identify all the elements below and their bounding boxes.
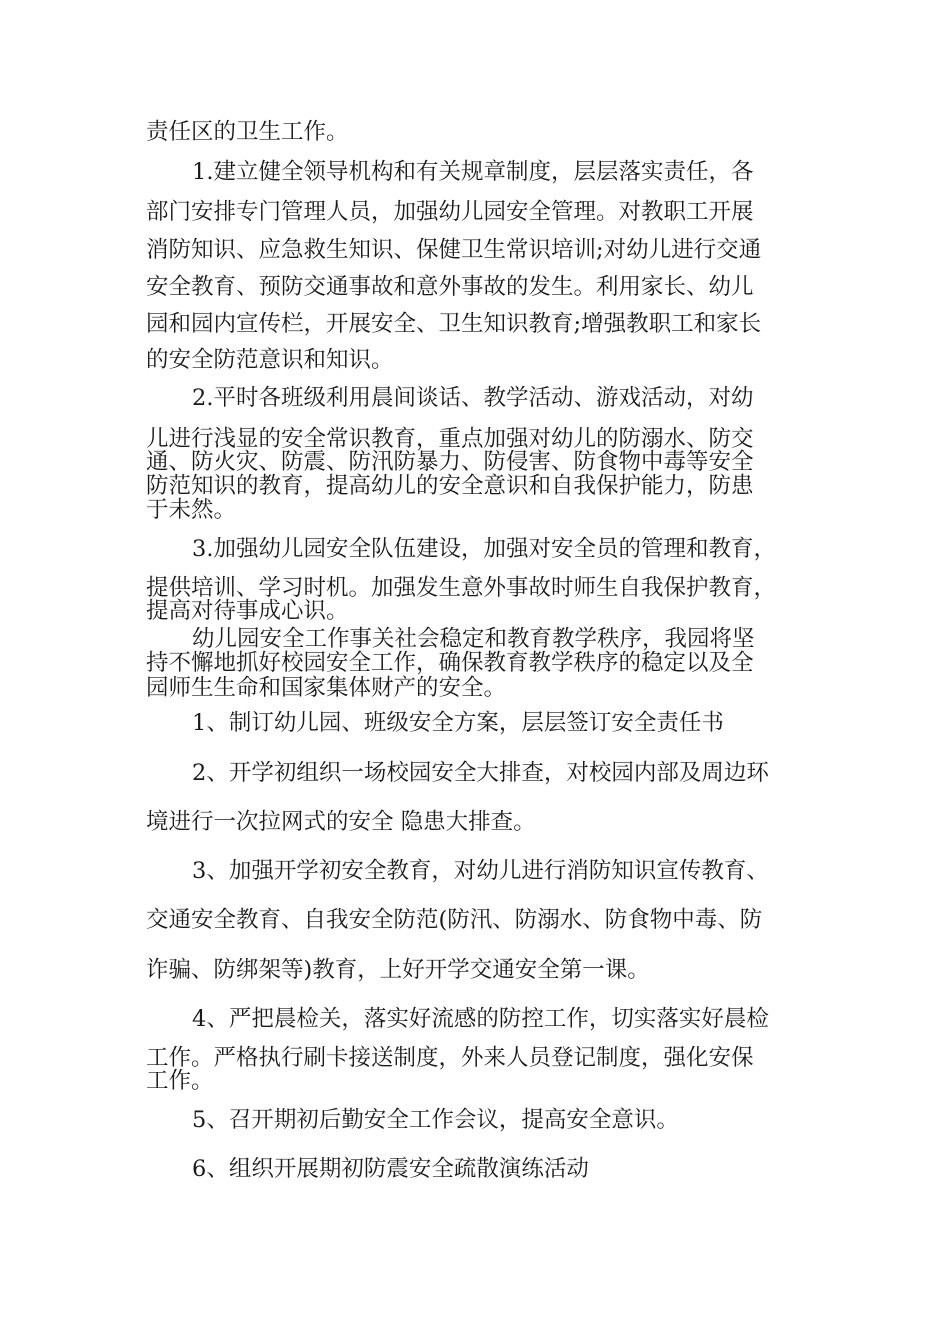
text-line: 诈骗、防绑架等)教育，上好开学交通安全第一课。 <box>146 957 650 983</box>
text-line: 3.加强幼儿园安全队伍建设，加强对安全员的管理和教育， <box>192 536 776 562</box>
text-line: 3、加强开学初安全教育，对幼儿进行消防知识宣传教育、 <box>192 858 769 884</box>
text-line: 4、严把晨检关，落实好流感的防控工作，切实落实好晨检 <box>192 1006 769 1032</box>
text-line: 持不懈地抓好校园安全工作，确保教育教学秩序的稳定以及全 <box>146 650 754 676</box>
text-line: 的安全防范意识和知识。 <box>146 347 394 373</box>
text-line: 通、防火灾、防震、防汛防暴力、防侵害、防食物中毒等安全 <box>146 449 754 475</box>
text-line: 工作。严格执行刷卡接送制度，外来人员登记制度，强化安保 <box>146 1045 754 1071</box>
text-line: 幼儿园安全工作事关社会稳定和教育教学秩序，我园将坚 <box>192 626 755 652</box>
text-line: 5、召开期初后勤安全工作会议，提高安全意识。 <box>192 1107 679 1133</box>
text-line: 园师生生命和国家集体财产的安全。 <box>146 675 507 701</box>
text-line: 消防知识、应急救生知识、保健卫生常识培训;对幼儿进行交通 <box>146 237 762 263</box>
text-line: 提高对待事成心识。 <box>146 598 349 624</box>
text-line: 交通安全教育、自我安全防范(防汛、防溺水、防食物中毒、防 <box>146 907 763 933</box>
text-line: 境进行一次拉网式的安全 隐患大排查。 <box>146 809 536 835</box>
text-line: 责任区的卫生工作。 <box>146 119 349 145</box>
text-line: 1.建立健全领导机构和有关规章制度，层层落实责任，各 <box>192 159 754 185</box>
text-line: 于未然。 <box>146 497 237 523</box>
text-line: 1、制订幼儿园、班级安全方案，层层签订安全责任书 <box>192 710 724 736</box>
text-line: 工作。 <box>146 1068 214 1094</box>
text-line: 2、开学初组织一场校园安全大排查，对校园内部及周边环 <box>192 760 769 786</box>
text-line: 安全教育、预防交通事故和意外事故的发生。利用家长、幼儿 <box>146 274 754 300</box>
text-line: 提供培训、学习时机。加强发生意外事故时师生自我保护教育， <box>146 575 777 601</box>
text-line: 儿进行浅显的安全常识教育，重点加强对幼儿的防溺水、防交 <box>146 426 754 452</box>
text-line: 6、组织开展期初防震安全疏散演练活动 <box>192 1156 589 1182</box>
text-line: 防范知识的教育，提高幼儿的安全意识和自我保护能力，防患 <box>146 473 754 499</box>
text-line: 2.平时各班级利用晨间谈话、教学活动、游戏活动，对幼 <box>192 385 754 411</box>
text-line: 部门安排专门管理人员，加强幼儿园安全管理。对教职工开展 <box>146 199 754 225</box>
text-line: 园和园内宣传栏，开展安全、卫生知识教育;增强教职工和家长 <box>146 311 762 337</box>
